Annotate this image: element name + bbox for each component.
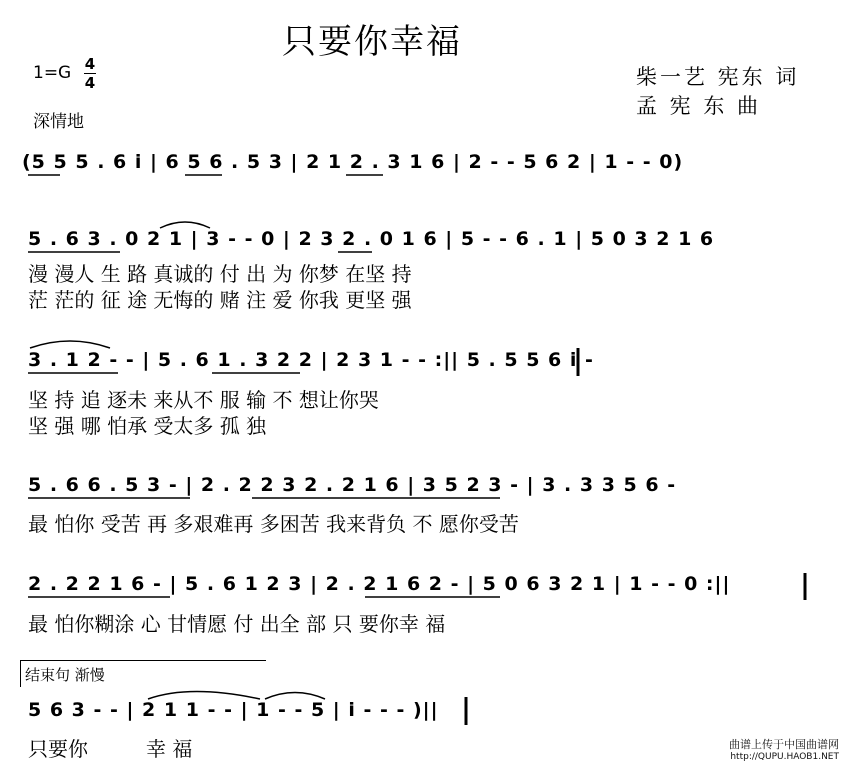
lyric-row-2-verse-2: 茫 茫的 征 途 无悔的 赌 注 爱 你我 更坚 强 xyxy=(28,288,412,312)
footer-line-1: 曲谱上传于中国曲谱网 xyxy=(729,738,839,751)
notation-row-1: (5 5 5 . 6 i | 6 5 6 . 5 3 | 2 1 2 . 3 1 6 | 2 - - 5 6 2 | 1 - - 0) xyxy=(22,151,684,173)
lyric-ending-2: 幸 福 xyxy=(146,737,193,761)
expression-mark: 深情地 xyxy=(33,112,84,132)
key-signature: 1=G xyxy=(33,63,72,83)
time-signature-top: 4 xyxy=(84,55,96,73)
lyricist-credit: 柴一艺 宪东 词 xyxy=(636,65,800,89)
ending-label: 结束句 渐慢 xyxy=(25,666,105,684)
notation-row-5: 2 . 2 2 1 6 - | 5 . 6 1 2 3 | 2 . 2 1 6 2 - | 5 0 6 3 2 1 | 1 - - 0 :|| xyxy=(28,573,731,595)
lyric-row-4: 最 怕你 受苦 再 多艰难再 多困苦 我来背负 不 愿你受苦 xyxy=(28,512,519,536)
source-watermark xyxy=(729,736,839,762)
slur xyxy=(148,692,260,700)
lyric-row-3-verse-2: 坚 强 哪 怕承 受太多 孤 独 xyxy=(28,414,267,438)
notation-row-3: 3 . 1 2 - - | 5 . 6 1 . 3 2 2 | 2 3 1 - - :|| 5 . 5 5 6 i - xyxy=(28,349,594,371)
time-signature-bottom: 4 xyxy=(84,74,96,92)
notation-ending: 5 6 3 - - | 2 1 1 - - | 1 - - 5 | i - - - )|| xyxy=(28,699,439,721)
notation-row-2: 5 . 6 3 . 0 2 1 | 3 - - 0 | 2 3 2 . 0 1 6 | 5 - - 6 . 1 | 5 0 3 2 1 6 xyxy=(28,228,715,250)
composer-credit: 孟 宪 东 曲 xyxy=(636,94,762,118)
slur xyxy=(30,341,110,348)
lyric-ending-1: 只要你 xyxy=(28,737,88,761)
song-title: 只要你幸福 xyxy=(282,22,462,62)
lyric-row-2-verse-1: 漫 漫人 生 路 真诚的 付 出 为 你梦 在坚 持 xyxy=(28,262,412,286)
slur xyxy=(160,222,210,228)
footer-line-2: http://QUPU.HAOB1.NET xyxy=(730,752,839,762)
lyric-row-3-verse-1: 坚 持 追 逐未 来从不 服 输 不 想让你哭 xyxy=(28,388,379,412)
lyric-row-5: 最 怕你糊涂 心 甘情愿 付 出全 部 只 要你幸 福 xyxy=(28,612,446,636)
slur xyxy=(265,693,325,700)
notation-row-4: 5 . 6 6 . 5 3 - | 2 . 2 2 3 2 . 2 1 6 | 3 5 2 3 - | 3 . 3 3 5 6 - xyxy=(28,474,677,496)
